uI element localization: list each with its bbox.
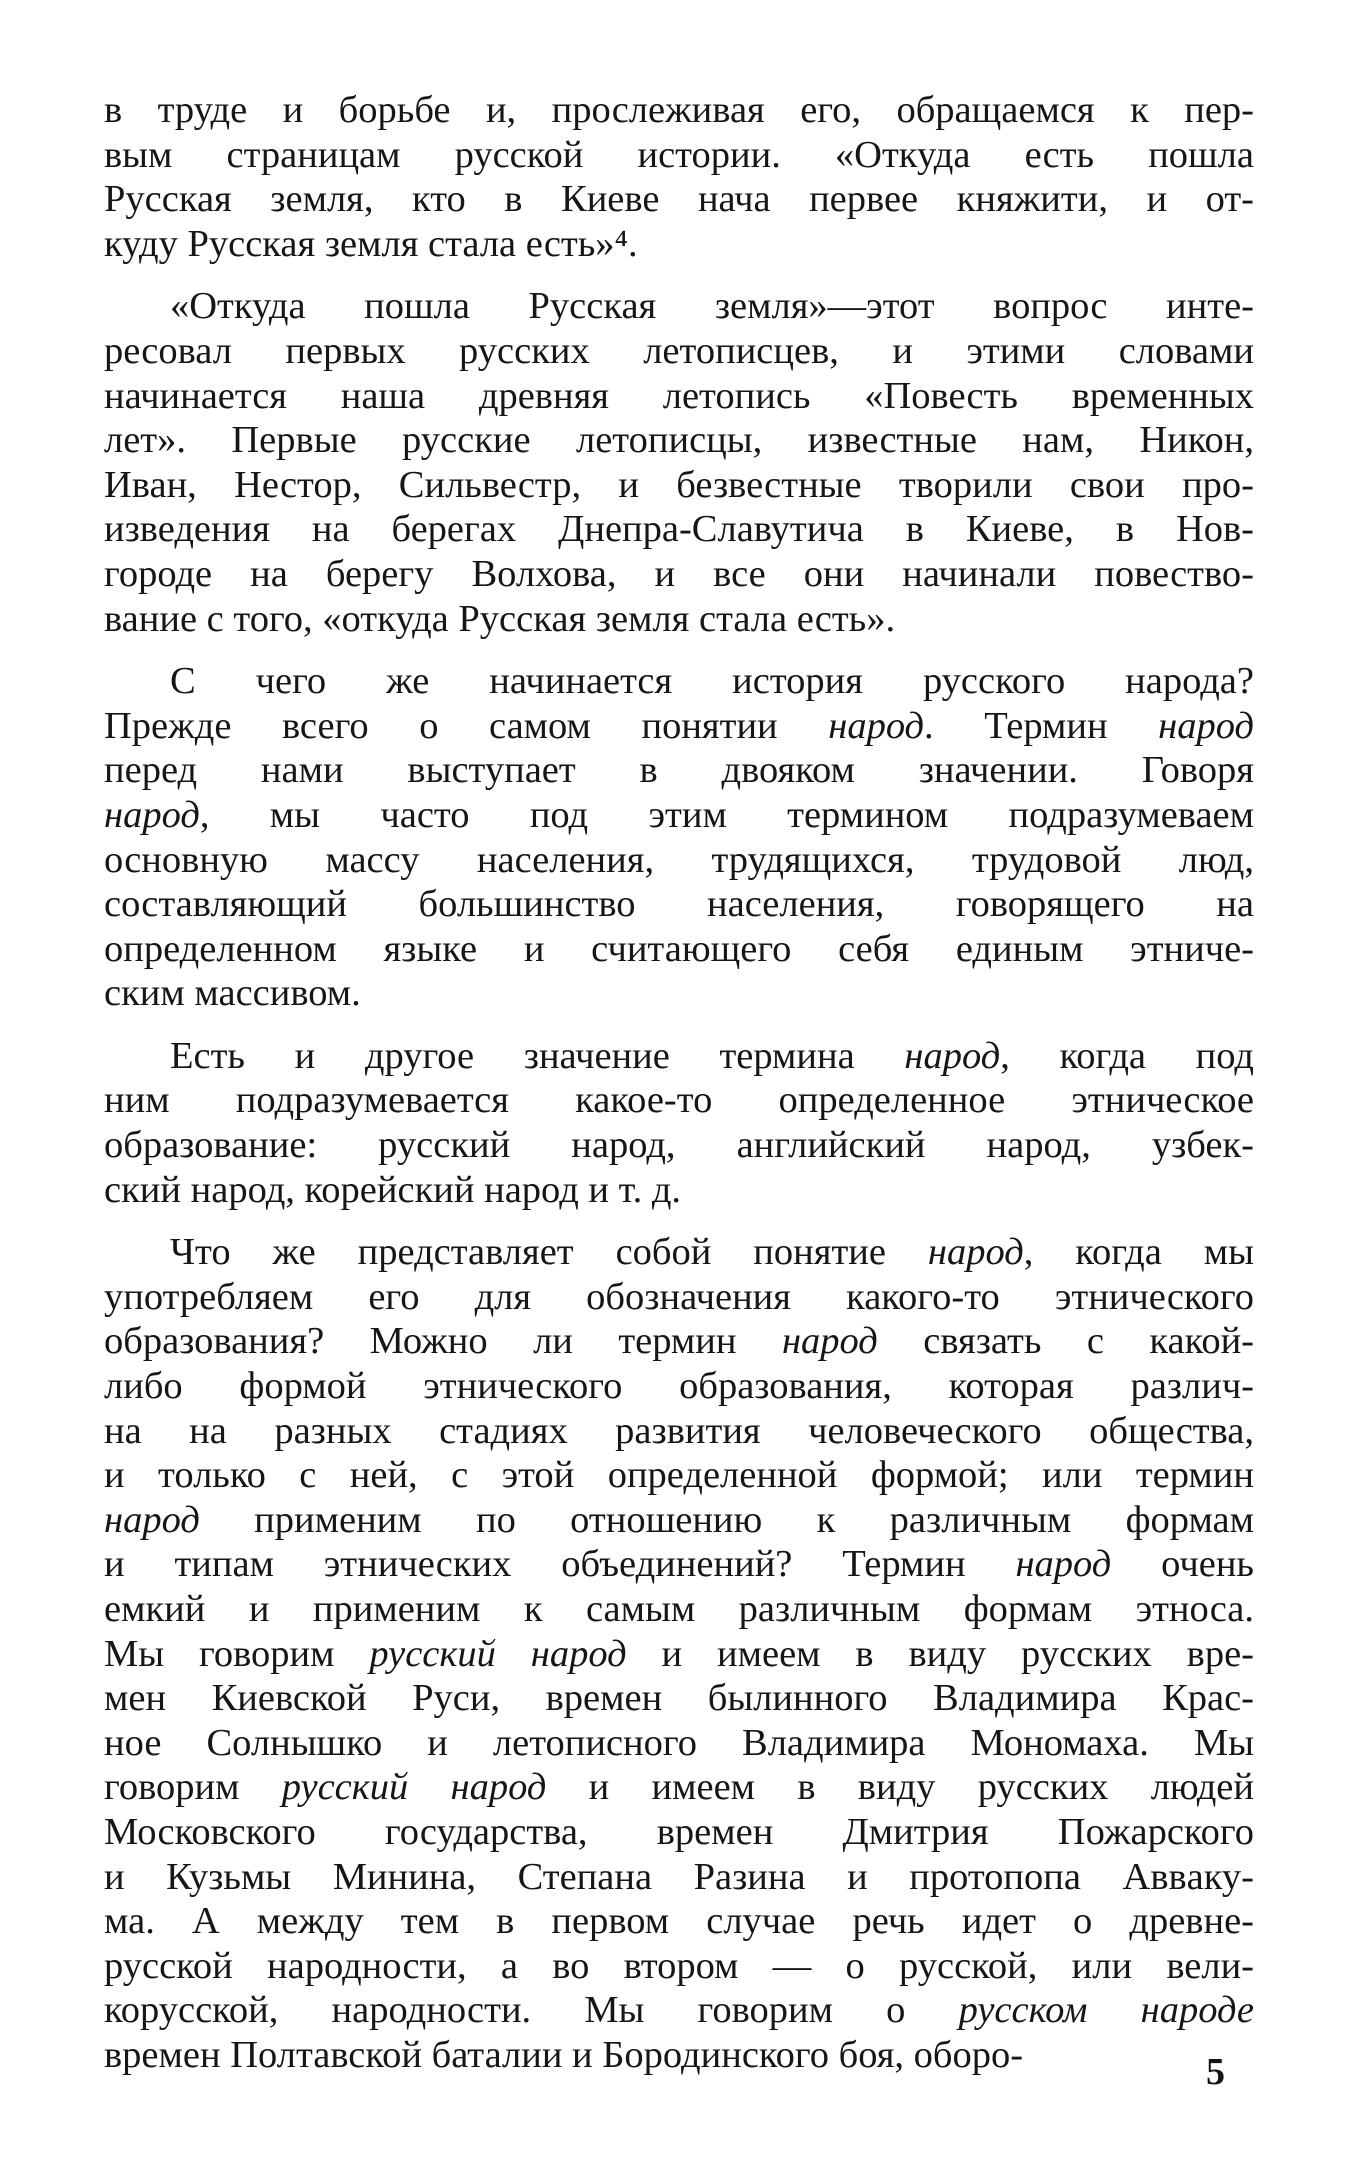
text-line: основную массу населения, трудящихся, трудовой люд,	[104, 838, 1254, 881]
paragraph	[104, 88, 1254, 266]
text-line: лет». Первые русские летописцы, известные нам, Никон,	[104, 419, 1254, 462]
text-line: ма. А между тем в первом случае речь идет о древне-	[104, 1900, 1254, 1943]
text-line: ресовал первых русских летописцев, и этими словами	[104, 329, 1254, 372]
text-line: «Откуда пошла Русская земля»—этот вопрос инте-	[170, 285, 1254, 328]
text-line: на на разных стадиях развития человеческого общества,	[104, 1409, 1254, 1452]
text-line: городе на берегу Волхова, и все они начинали повество-	[104, 552, 1254, 595]
page-text-body	[104, 88, 1254, 2078]
text-line: народ применим по отношению к различным формам	[104, 1498, 1254, 1541]
text-line: ное Солнышко и летописного Владимира Мономаха. Мы	[104, 1721, 1254, 1764]
text-line: емкий и применим к самым различным формам этноса.	[104, 1588, 1254, 1630]
text-line: и только с ней, с этой определенной формой; или термин	[104, 1454, 1254, 1497]
text-line: и типам этнических объединений? Термин народ очень	[104, 1543, 1254, 1586]
text-line: народ, мы часто под этим термином подразумеваем	[104, 793, 1254, 836]
text-line: определенном языке и считающего себя единым этниче-	[104, 927, 1254, 970]
text-line: Московского государства, времен Дмитрия Пожарского	[104, 1810, 1254, 1853]
text-line: говорим русский народ и имеем в виду русских людей	[104, 1766, 1254, 1809]
paragraph	[104, 659, 1254, 1016]
text-line: образования? Можно ли термин народ связать с какой-	[104, 1320, 1254, 1363]
text-line: Есть и другое значение термина народ, когда под	[170, 1034, 1254, 1077]
paragraph	[104, 1034, 1254, 1212]
text-line: вым страницам русской истории. «Откуда есть пошла	[104, 133, 1254, 176]
text-line: и Кузьмы Минина, Степана Разина и протопопа Аввaку-	[104, 1855, 1254, 1898]
text-line: Мы говорим русский народ и имеем в виду русских вре-	[104, 1632, 1254, 1675]
text-line: ским массивом.	[104, 972, 361, 1015]
text-line: мен Киевской Руси, времен былинного Владимира Крас-	[104, 1677, 1254, 1720]
text-line: ский народ, корейский народ и т. д.	[104, 1168, 682, 1211]
text-line: корусской, народности. Мы говорим о русском народе	[104, 1989, 1254, 2032]
text-line: куду Русская земля стала есть»⁴.	[104, 222, 638, 265]
paragraph	[104, 1230, 1254, 2077]
page-number: 5	[1206, 2051, 1225, 2093]
text-line: С чего же начинается история русского народа?	[170, 660, 1254, 703]
book-page	[104, 88, 1254, 2096]
text-line: либо формой этнического образования, которая различ-	[104, 1365, 1254, 1408]
text-line: изведения на берегах Днепра-Славутича в Киеве, в Нов-	[104, 508, 1254, 551]
text-line: перед нами выступает в двояком значении. Говоря	[104, 749, 1254, 792]
text-line: русской народности, а во втором — о русской, или вели-	[104, 1944, 1254, 1987]
paragraph	[104, 284, 1254, 641]
text-line: в труде и борьбе и, прослеживая его, обращаемся к пер-	[104, 89, 1254, 131]
text-line: начинается наша древняя летопись «Повесть временных	[104, 374, 1254, 417]
text-line: вание с того, «откуда Русская земля стала есть».	[104, 597, 896, 640]
text-line: Что же представляет собой понятие народ, когда мы	[170, 1231, 1254, 1274]
text-line: ним подразумевается какое-то определенное этническое	[104, 1079, 1254, 1122]
text-line: составляющий большинство населения, говорящего на	[104, 883, 1254, 926]
text-line: Русская земля, кто в Киеве нача первее княжити, и от-	[104, 178, 1254, 221]
text-line: образование: русский народ, английский народ, узбек-	[104, 1124, 1254, 1167]
text-line: времен Полтавской баталии и Бородинского боя, оборо-	[104, 2033, 1024, 2076]
text-line: Прежде всего о самом понятии народ. Термин народ	[104, 704, 1254, 747]
text-line: Иван, Нестор, Сильвестр, и безвестные творили свои про-	[104, 463, 1254, 506]
text-line: употребляем его для обозначения какого-то этнического	[104, 1275, 1254, 1318]
